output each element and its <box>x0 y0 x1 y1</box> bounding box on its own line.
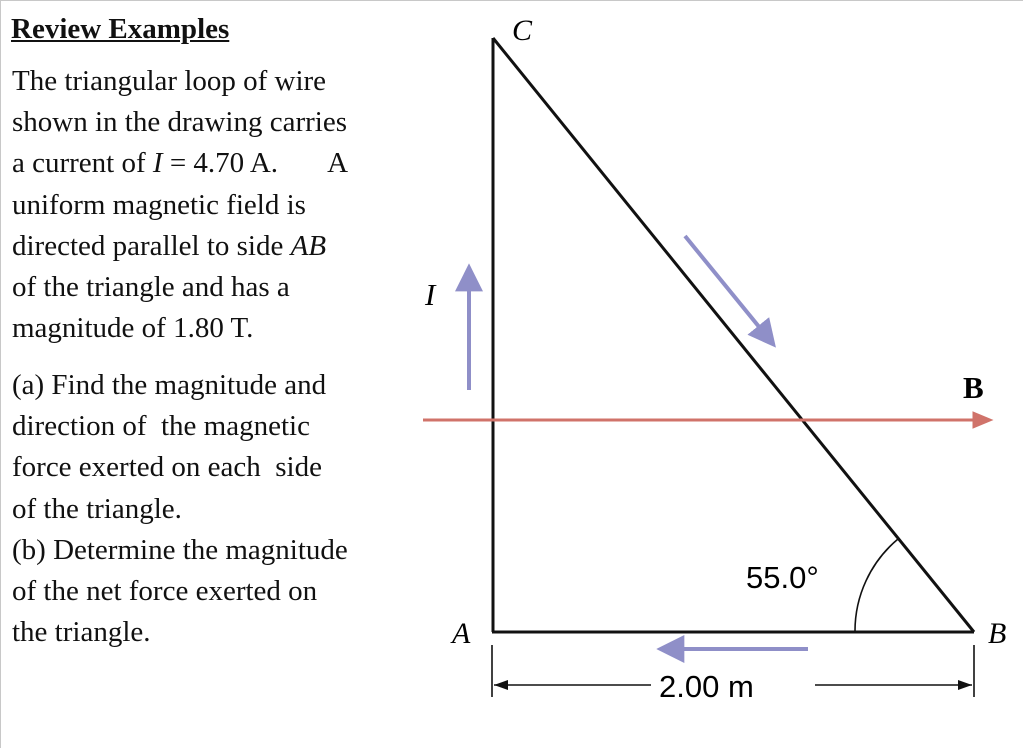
wire-loop <box>492 38 974 632</box>
angle-label: 55.0° <box>746 560 819 595</box>
text-run: (b) Determine the magnitude <box>12 534 348 566</box>
vertex-label-b: B <box>988 617 1007 650</box>
text-run: uniform magnetic field is <box>12 188 306 221</box>
vertex-label-c: C <box>512 14 533 47</box>
text-run: a current of <box>12 147 153 180</box>
italic-symbol: AB <box>290 229 327 262</box>
text-run: = 4.70 A. A <box>162 147 349 180</box>
text-run: (a) Find the magnitude and <box>12 369 327 401</box>
base-length-label: 2.00 m <box>659 669 754 704</box>
angle-arc <box>855 539 898 632</box>
current-label: I <box>425 277 436 312</box>
text-run: directed parallel to side <box>12 229 291 262</box>
text-run: force exerted on each side <box>12 451 322 484</box>
text-run: of the net force exerted on <box>12 575 318 608</box>
side-bc <box>493 38 974 632</box>
text-run: The triangular loop of wire <box>12 65 327 97</box>
text-run: the triangle. <box>12 616 151 649</box>
text-run: of the triangle and has a <box>12 271 290 304</box>
text-run: direction of the magnetic <box>12 410 310 443</box>
italic-symbol: I <box>152 147 163 180</box>
field-label: B <box>963 370 984 405</box>
text-run: magnitude of 1.80 T. <box>12 312 254 345</box>
page-title: Review Examples <box>11 13 230 45</box>
vertex-label-a: A <box>452 617 471 650</box>
text-run: of the triangle. <box>12 492 182 525</box>
text-run: shown in the drawing carries <box>12 106 348 139</box>
